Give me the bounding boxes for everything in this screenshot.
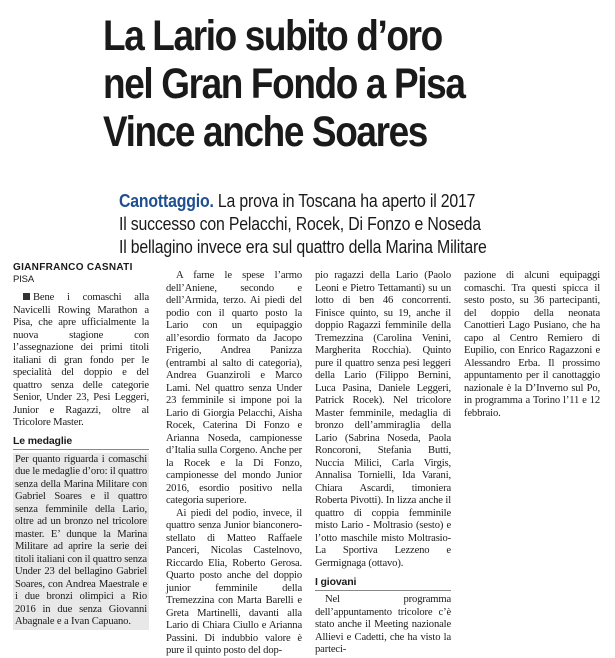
paragraph: [13, 292, 149, 430]
section-kicker: Canottaggio.: [119, 191, 214, 211]
paragraph: Nel programma dell’appuntamento tricolore c’è stato anche il Meeting nazionale Allievi e Cadetti, che ha visto la parteci-: [315, 594, 451, 655]
subheadline: [119, 190, 559, 259]
byline-place: PISA: [13, 274, 35, 285]
headline: [103, 12, 537, 156]
highlight-box: [13, 453, 149, 630]
subhead-line-3: Il bellagino invece era sul quattro della Marina Militare: [119, 237, 487, 257]
paragraph: pio ragazzi della Lario (Paolo Leoni e Pietro Tettamanti) su un lotto di ben 46 concorrenti. Finisce quinto, su 19, anche il doppio Ragazzi femminile della Tremezzina (Carolina Venini, Margherita Rocchia). Quinto pure il quattro senza pesi leggeri della Lario (Filippo Bernini, Luca Pasina, Daniele Leggeri, Patrick Rocek). Nel tricolore Master femminile, medaglia di bronzo dell’ammiraglia della Lario (Sabrina Noseda, Paola Roncoroni, Stefania Butti, Nuccia Milici, Carla Virgis, Annalisa Tornielli, Ida Varani, Chiara Ascardi, timoniera Roberta Pivotti). In lizza anche il quattro di coppia femminile misto Lario - Moltrasio (sesto) e l’otto maschile misto Moltrasio-La Sportiva Lezzeno e Germignaga (ottavo).: [315, 270, 451, 569]
subhead-line-1-text: La prova in Toscana ha aperto il 2017: [217, 191, 476, 211]
headline-line-2: nel Gran Fondo a Pisa: [103, 60, 465, 108]
headline-line-3: Vince anche Soares: [103, 108, 428, 156]
paragraph: Ai piedi del podio, invece, il quattro senza Junior bianconero-stellato di Matteo Raffaele Panceri, Nicolas Castelnovo, Riccardo Elia, Roberto Gerosa. Quarto posto anche del doppio junior femminile della Tremezzina con Marta Barelli e Greta Martinelli, davanti alla Lario di Chiara Ciullo e Arianna Passini. Di indubbio valore è pure il quinto posto del dop-: [166, 507, 302, 656]
article-column-1: [13, 262, 149, 640]
paragraph-text: Bene i comaschi alla Navicelli Rowing Marathon a Pisa, che apre ufficialmente la nuova stagione con l’assegnazione dei primi titoli italiani di gran fondo per le specialità del doppio e del quattro senza delle categorie Senior, Under 23, Pesi Leggeri, Junior e Ragazzi, oltre al Tricolore Master.: [13, 292, 149, 428]
paragraph: Per quanto riguarda i comaschi due le medaglie d’oro: il quattro senza della Marina Militare con Gabriel Soares e il quattro senza femminile della Lario, oltre ad un bronzo nel tricolore master. E’ dunque la Marina Militare ad aprire la serie dei titoli italiani con il quattro senza Under 23 del bellagino Gabriel Soares, con Andrea Maestrale e i due bronzi olimpici a Rio 2016 in due senza Giovanni Abagnale e a Ivan Capuano.: [15, 453, 147, 627]
paragraph: pazione di alcuni equipaggi comaschi. Tra questi spicca il sesto posto, su 36 partecipanti, del doppio della neonata Canottieri Lago Pusiano, che ha capo al Centro Remiero di Eupilio, con Enrico Ragazzoni e Alessandro Erba. Il prossimo appuntamento per il canottaggio nazionale è la D’Inverno sul Po, in programma a Torino l’11 e 12 febbraio.: [464, 270, 600, 419]
subhead-line-1: [119, 190, 559, 213]
subhead-line-2: Il successo con Pelacchi, Rocek, Di Fonzo e Noseda: [119, 214, 481, 234]
article-column-4: [464, 270, 600, 648]
paragraph: A farne le spese l’armo dell’Aniene, secondo e dell’Armida, terzo. Ai piedi del podio con il quarto posto la Lario con un equipaggio all’esordio formato da Jacopo Frigerio, Andrea Panizza (entrambi al salto di categoria), Andrea Guanziroli e Marco Lami. Nel quattro senza Under 23 femminile si impone poi la Lario di Giorgia Pelacchi, Aisha Rocek, Caterina Di Fonzo e Arianna Noseda, campionesse d’Italia sulla Corgeno. Anche per la Rocek e la Di Fonzo, campionesse del mondo Junior 2016, esordio positivo nella categoria superiore.: [166, 270, 302, 506]
section-heading-giovani: I giovani: [315, 576, 451, 591]
bullet-square-icon: [23, 293, 30, 300]
byline-author: GIANFRANCO CASNATI: [13, 262, 133, 273]
headline-line-1: La Lario subito d’oro: [103, 12, 442, 60]
article-column-2: [166, 270, 302, 656]
article-column-3: [315, 270, 451, 655]
section-heading-medaglie: Le medaglie: [13, 435, 149, 450]
